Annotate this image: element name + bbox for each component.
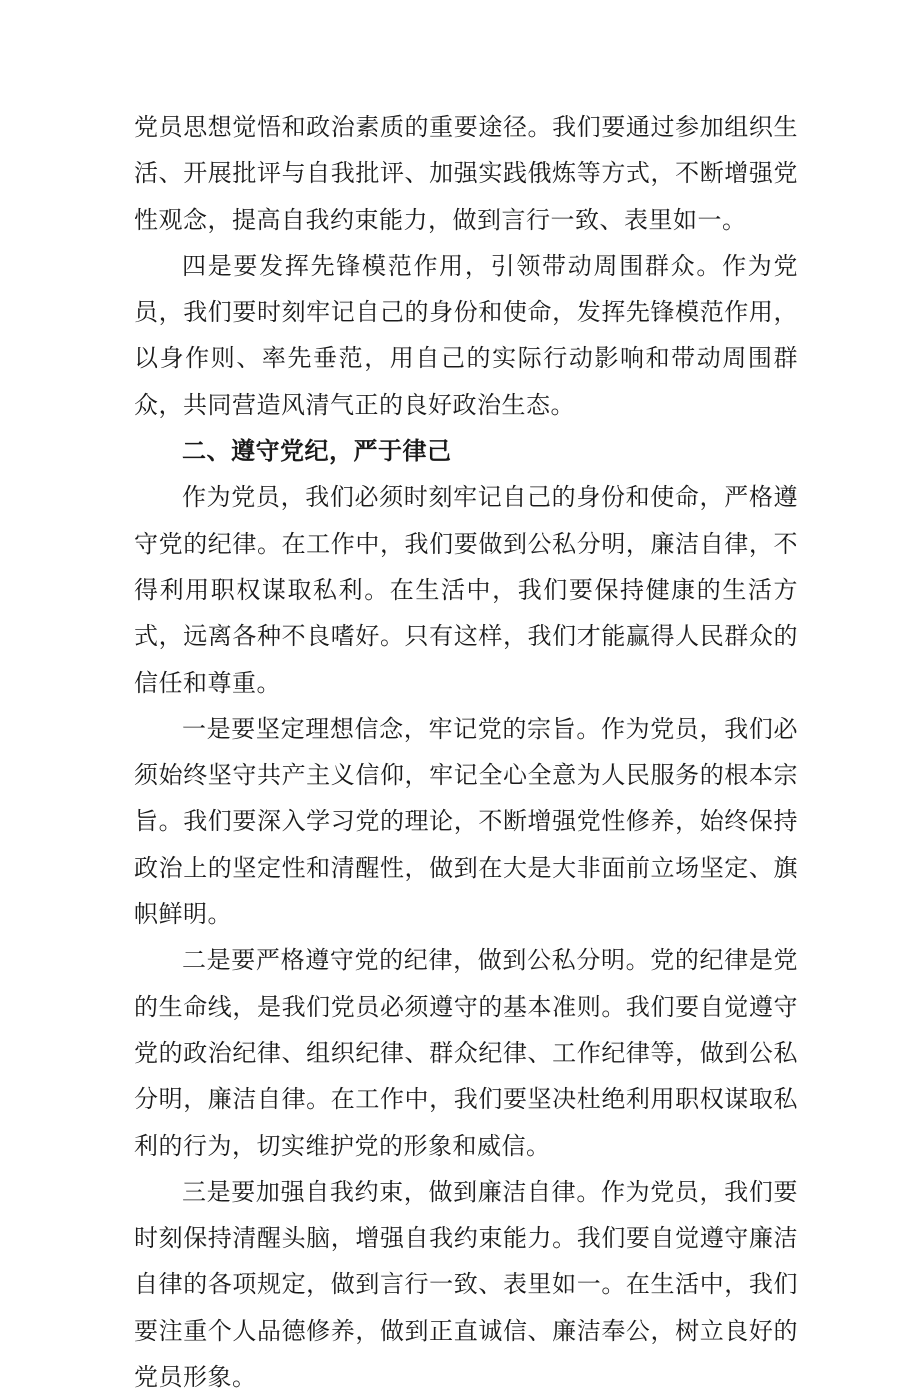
paragraph-section-intro: 作为党员，我们必须时刻牢记自己的身份和使命，严格遵守党的纪律。在工作中，我们要做到公私分明，廉洁自律，不得利用职权谋取私利。在生活中，我们要保持健康的生活方式，远离各种不良嗜好。只有这样，我们才能赢得人民群众的信任和尊重。 [134, 483, 798, 697]
document-page [134, 104, 798, 1400]
section-heading: 二、遵守党纪，严于律己 [182, 437, 452, 466]
paragraph-point-one: 一是要坚定理想信念，牢记党的宗旨。作为党员，我们必须始终坚守共产主义信仰，牢记全心全意为人民服务的根本宗旨。我们要深入学习党的理论，不断增强党性修养，始终保持政治上的坚定性和清醒性，做到在大是大非面前立场坚定、旗帜鲜明。 [134, 714, 798, 929]
paragraph-point-three: 三是要加强自我约束，做到廉洁自律。作为党员，我们要时刻保持清醒头脑，增强自我约束能力。我们要自觉遵守廉洁自律的各项规定，做到言行一致、表里如一。在生活中，我们要注重个人品德修养，做到正直诚信、廉洁奉公，树立良好的党员形象。 [134, 1177, 798, 1392]
paragraph-continued: 党员思想觉悟和政治素质的重要途径。我们要通过参加组织生活、开展批评与自我批评、加强实践俄炼等方式，不断增强党性观念，提高自我约束能力，做到言行一致、表里如一。 [134, 113, 798, 234]
paragraph-point-four: 四是要发挥先锋模范作用，引领带动周围群众。作为党员，我们要时刻牢记自己的身份和使命，发挥先锋模范作用，以身作则、率先垂范，用自己的实际行动影响和带动周围群众，共同营造风清气正的良好政治生态。 [134, 251, 798, 419]
paragraph-point-two: 二是要严格遵守党的纪律，做到公私分明。党的纪律是党的生命线，是我们党员必须遵守的基本准则。我们要自觉遵守党的政治纪律、组织纪律、群众纪律、工作纪律等，做到公私分明，廉洁自律。在工作中，我们要坚决杜绝利用职权谋取私利的行为，切实维护党的形象和威信。 [134, 946, 798, 1160]
